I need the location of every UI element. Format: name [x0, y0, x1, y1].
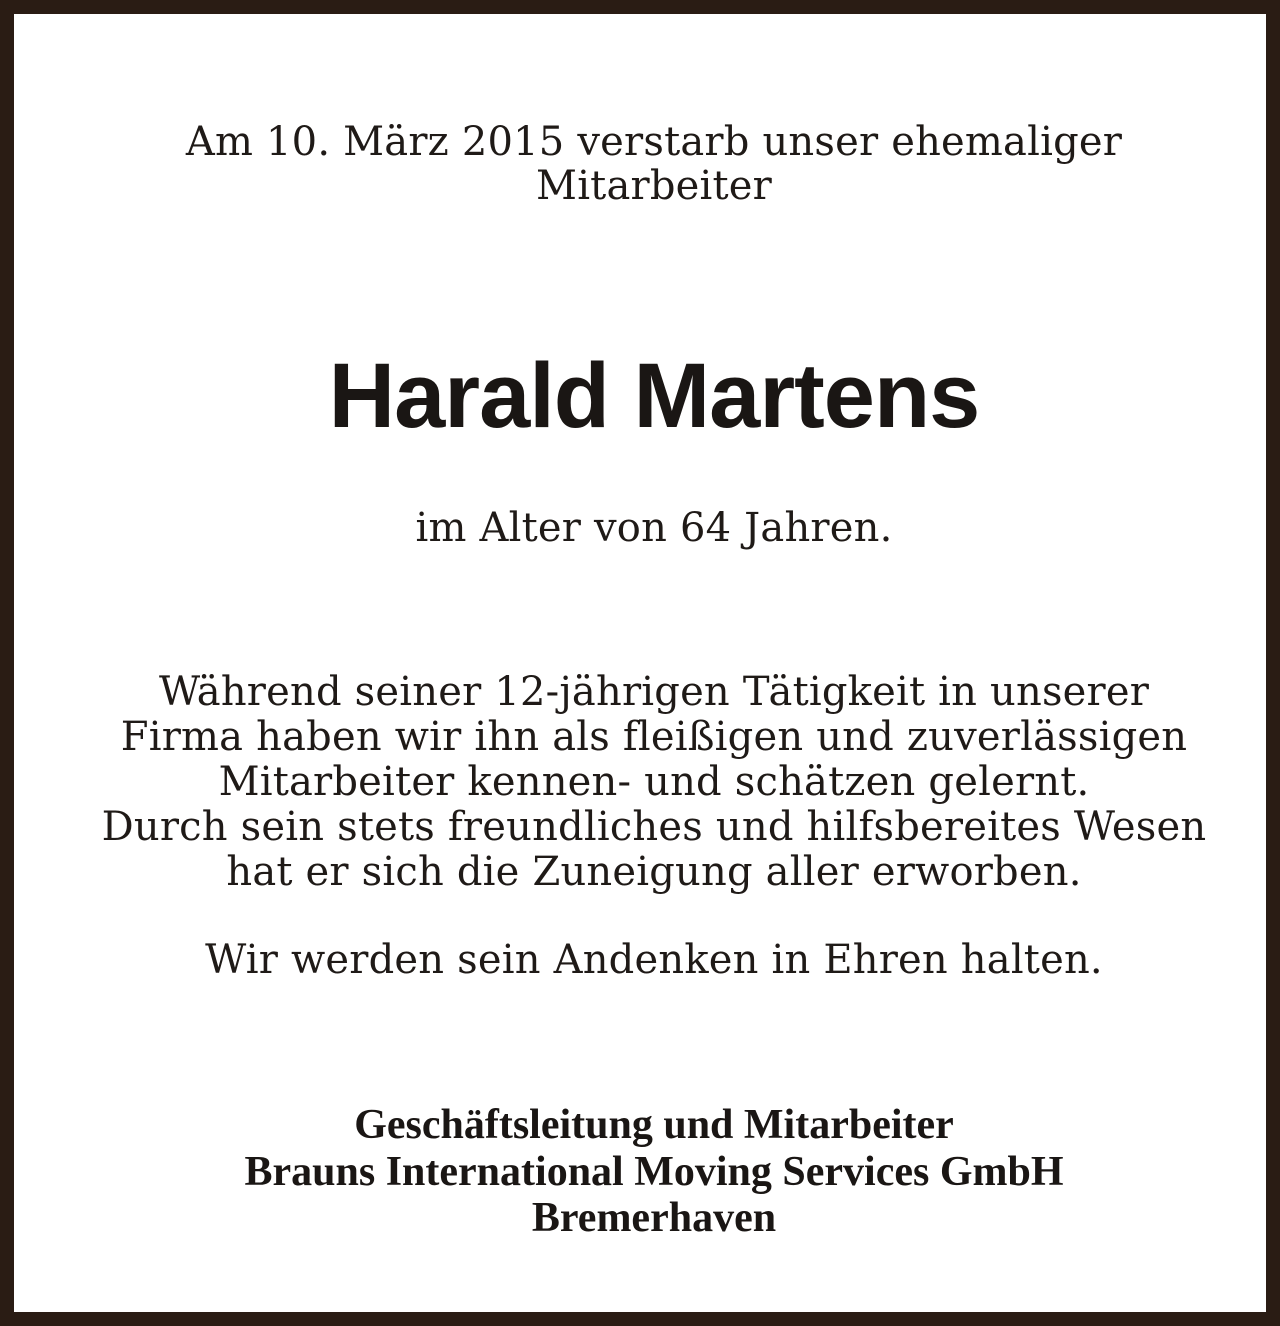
body-line: Während seiner 12-jährigen Tätigkeit in unserer	[158, 669, 1150, 715]
deceased-name: Harald Martens	[328, 345, 980, 447]
signature-location: Bremerhaven	[531, 1195, 777, 1241]
intro-line-2: Mitarbeiter	[536, 163, 772, 209]
body-line: hat er sich die Zuneigung aller erworben.	[226, 849, 1082, 895]
intro-line-1: Am 10. März 2015 verstarb unser ehemaliger	[185, 119, 1123, 165]
body-line: Durch sein stets freundliches und hilfsbereites Wesen	[101, 804, 1207, 850]
age-line: im Alter von 64 Jahren.	[415, 505, 893, 551]
body-line: Mitarbeiter kennen- und schätzen gelernt.	[218, 759, 1090, 805]
body-line: Firma haben wir ihn als fleißigen und zuverlässigen	[120, 714, 1188, 760]
signature-line-1: Geschäftsleitung und Mitarbeiter	[354, 1102, 954, 1148]
closing-line: Wir werden sein Andenken in Ehren halten.	[205, 937, 1103, 983]
signature-company: Brauns International Moving Services GmbH	[244, 1149, 1064, 1195]
